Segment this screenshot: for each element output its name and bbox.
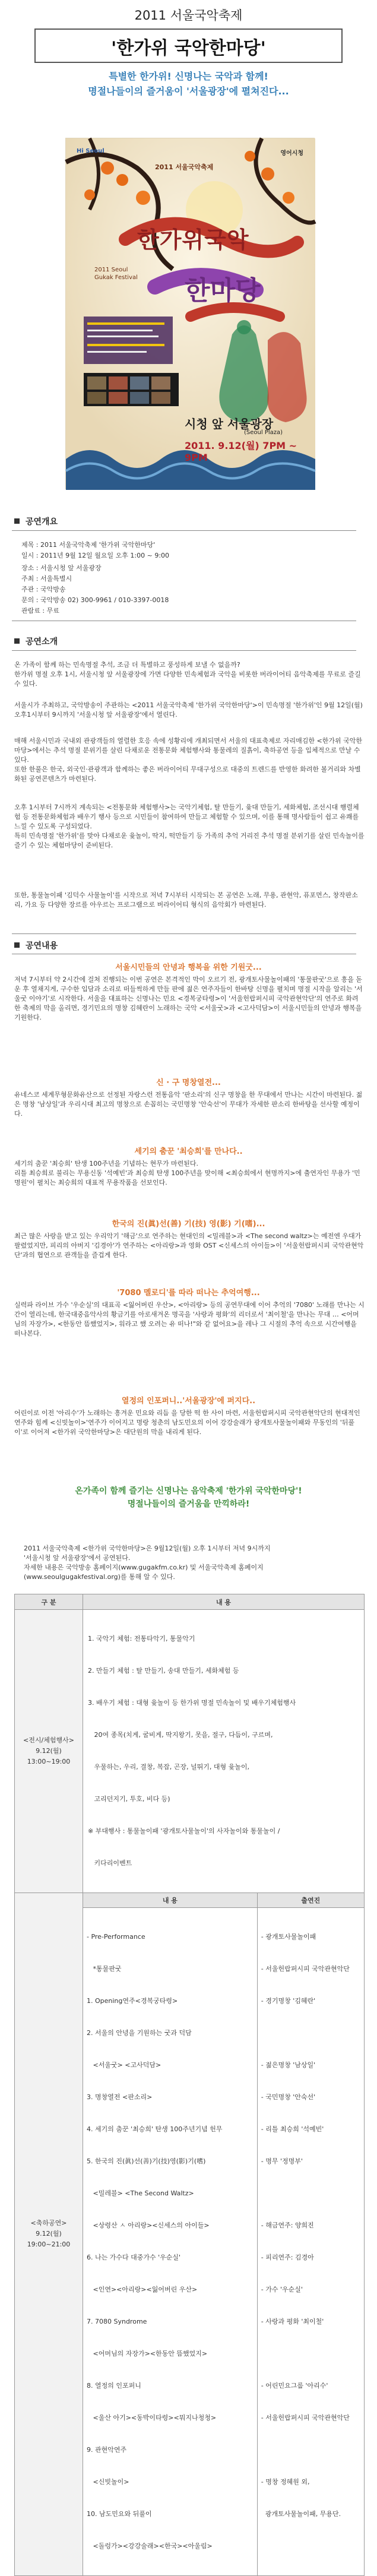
content-heading-text: 공연내용 <box>26 941 58 951</box>
poster-artwork <box>66 138 315 490</box>
program-item: <돌렁가><강강술래><한국><아울림> <box>87 2542 213 2550</box>
poster-top-label: 2011 서울국악축제 <box>155 163 214 171</box>
performer-item <box>261 2188 360 2199</box>
subtitle-1: 특별한 한가위! 신명나는 국악과 함께! <box>109 71 268 82</box>
square-bullet-icon <box>14 518 20 524</box>
content-block-body: 실력파 라이브 가수 '우순실'의 대표곡 <잃어버린 우산>, <아리랑> 등의 공연무대에 이어 추억의 '7080' 노래를 만나는 시간이 열리는데, 한국대중음악사의 황금기를 아로새겨온 명곡을 '사랑과 평화'의 리더로서 '최이철'을 만나는 무대 … <어머님의 자장가>, <한동안 뜸했었지>, 워라고 했 오려는 유 떠나!"와 같 없어요>을 레나 그 시절의 추억 속으로 시간여행을 떠나본다. <box>14 1301 365 1337</box>
category-label: <전시/체험행사> <box>23 1736 74 1744</box>
performer-item: - 사랑과 평화 '최이철' <box>261 2317 324 2325</box>
schedule-row1-items <box>83 1610 365 1893</box>
program-item: *통물판굿 <box>87 1964 122 1973</box>
performer-item: - 광개토사물놀이패 <box>261 1932 316 1941</box>
program-item: 8. 열정의 인포퍼니 <box>87 2381 141 2390</box>
poster-date: 2011. 9.12(월) 7PM ~ 9PM <box>185 440 297 463</box>
performer-item: - 리틀 최승희 '석예빈' <box>261 2125 324 2133</box>
intro-paragraph: 서울시가 주최하고, 국악방송이 주관하는 <2011 서울국악축제 '한가위 국악한마당'>이 민속명절 '한가위'인 9월 12일(월) 오후1시부터 9시까지 '서울시청 앞 서울광장'에서 열린다. <box>14 701 363 719</box>
content-block-body: 최근 많은 사랑을 받고 있는 우리악기 '해금'으로 연주하는 현대인의 <밀레블>과 <The second waltz>는 예전엔 우대가 팔렸었지만, 피리의 아버지 '김경아'가 연주하는 <아리랑>과 영화 OST <신세스의 아이들>이 '서울헌랍퍼시피 국악관현악단'과의 협연으로 관객들을 즐겁게 한다. <box>14 1232 364 1259</box>
schedule-row1-category <box>15 1610 83 1893</box>
category-time: 13:00~19:00 <box>27 1758 71 1765</box>
intro-paragraph: 매해 서울시민과 국내외 관광객들의 열렬한 호응 속에 성황리에 개최되면서 서울의 대표축제로 자리매김한 <한가위 국악한마당>에서는 추석 명절 분위기를 살린 다채로운 전통문화 체험행사와 통물레의 질흙이, 축하공연 등을 입체적으로 만날 수 있다. 또한 한풀은 한국, 외국인·관광객과 함께하는 좋은 버라이어티 무대구성으로 대중의 트렌드를 반영한 화려한 볼거리와 차별화된 공연콘텐츠가 마련된다. <box>14 737 362 783</box>
footer-note-line: '서울시청 앞 서울광장'에서 공연된다. <box>24 1554 131 1562</box>
closing-line-1: 온가족이 함께 즐기는 신명나는 음악축제 '한가위 국악한마당'! <box>75 1486 302 1496</box>
performer-list <box>257 1907 364 2575</box>
program-item: 6. 나는 가수다 대중가수 '우순실' <box>87 2253 181 2261</box>
content-block-body: 저녁 7시부터 약 2시간에 걸쳐 진행되는 이번 공연은 본격적인 막이 오르기 전, 광개토사물놀이패의 '통물판굿'으로 흥을 돋운 후 열채지게, 구수한 입담과 소리로 떠들썩하게 만들 판에 젊은 연주자들이 한바탕 신명을 펼치며 명절 시작을 알리는 '서울굿 이야기'로 시작한다. 서울을 대표하는 신명나는 민요 <경복궁타령>이 '서울헌랍퍼시피 국악관현악단'의 연주로 화려한 축제의 막을 올리면, 경기민요의 명창 김혜란이 노래하는 국악 <서울굿>과 <고사덕담>이 서울시민들의 안녕과 행복을 기원한다. <box>14 976 363 1021</box>
performer-item: - 젊은명창 '남상일' <box>261 2061 316 2069</box>
divider <box>12 650 356 651</box>
poster-venue: 시청 앞 서울광장 <box>185 417 274 431</box>
footer-note-line: 2011 서울국악축제 <한가위 국악한마당>은 9월12일(월) 오후 1시부터 저녁 9시까지 <box>24 1545 271 1552</box>
overview-heading-text: 공연개요 <box>26 517 58 527</box>
intro-heading <box>14 635 58 647</box>
program-item: <어머님의 자장가><한동안 뜸했었지> <box>87 2349 208 2357</box>
performer-item <box>261 2445 360 2455</box>
overview-item: 주최 : 서울특별시 <box>21 575 72 583</box>
content-block-title: 신 · 구 명창열전... <box>156 1078 221 1087</box>
performer-item <box>261 2028 360 2039</box>
performer-item: - 명창 정혜원 외, <box>261 2477 310 2486</box>
content-block-title: 열정의 인포퍼니..'서울광장'에 퍼지다.. <box>121 1397 256 1406</box>
program-item: 2. 서울의 안녕을 기원하는 굿과 덕담 <box>87 2028 192 2037</box>
poster-logo-left: Hi Seoul <box>77 148 104 154</box>
list-item: 1. 국악기 체험: 전통타악기, 통물악기 <box>88 1635 195 1643</box>
intro-paragraph: 온 가족이 함께 하는 민속명절 추석, 조금 더 특별하고 풍성하게 보낼 수 없을까? 한가위 명절 오후 1시, 서울시청 앞 서울광장에 가면 다양한 민속체험과 국악을 비롯한 버라이어티 음악축제를 무료로 즐길 수 있다. <box>14 661 361 688</box>
poster-venue-en: (Seoul Plaza) <box>244 429 283 436</box>
category-date: 9.12(월) <box>36 2230 62 2238</box>
list-item: ※ 부대행사 : 통물놀이패 '광개토사물놀이'의 사자놀이와 통물놀이 / <box>88 1827 280 1835</box>
program-item: <인연><아리랑><잃어버린 우산> <box>87 2285 198 2293</box>
overview-item: 주관 : 국악방송 <box>21 586 66 593</box>
inner-content-header: 내 용 <box>83 1893 257 1907</box>
intro-paragraph: 또한, 통물놀이패 '김덕수 사물놀이'를 시작으로 저녁 7시부터 시작되는 본 공연은 노래, 무용, 관현악, 퓨포먼스, 창작판소리, 가요 등 다양한 장르를 아우르는 프로그램으로 버라이어티 형식의 음악회가 마련된다. <box>14 891 358 909</box>
program-list <box>83 1907 257 2575</box>
divider <box>12 933 356 934</box>
closing-line-2: 명절나들이의 즐거움을 만끽하라! <box>127 1499 250 1509</box>
list-item: 2. 만들기 체험 : 탈 만들기, 송대 만들기, 세화체험 등 <box>88 1667 239 1675</box>
content-block-body: 세기의 춤꾼 '최승희' 탄생 100주년을 기념하는 현무가 마련된다. 리틀 최승희로 불리는 무용신동 '석예빈'과 최승희 탄생 100주년을 맞이해 <최승희에서 현명까지>에 출연자인 무용가 '민명원'이 펼치는 최승희의 대표적 무용작품을 선보인다. <box>14 1160 360 1186</box>
performer-item: - 경기명창 '김혜란' <box>261 1996 316 2005</box>
footer-note-line: (www.seoulgugakfestival.org)를 통해 알 수 있다. <box>24 1573 175 1581</box>
overview-item: 장소 : 서울시청 앞 서울광장 <box>21 564 102 572</box>
performer-item: - 명무 '정명부' <box>261 2157 303 2165</box>
performer-item: - 해금연주: 양희진 <box>261 2221 314 2229</box>
inner-performer-header: 출연진 <box>257 1893 364 1907</box>
divider <box>12 530 356 531</box>
overview-item: 문의 : 국악방송 02) 300-9961 / 010-3397-0018 <box>21 596 169 604</box>
program-item: <상령산 ㅅ 아리랑><신세스의 아이들> <box>87 2221 210 2229</box>
overview-item: 일시 : 2011년 9월 12일 월요일 오후 1:00 ~ 9:00 <box>21 552 170 559</box>
list-item: 키다리이벤트 <box>88 1859 132 1867</box>
content-block-body: 유네스코 세계무형문화유산으로 선정된 자랑스런 전통음악 '판소리'의 신구 명창을 한 무대에서 만나는 시간이 마련된다. 젊은 명창 '남상일'과 우리시대 최고의 명창으로 손꼽히는 국민명창 '안숙선'이 무대가 자세한 판소리 한바탕을 선사할 예정이다. <box>14 1091 363 1118</box>
program-item: <서울굿> <고사덕담> <box>87 2061 161 2069</box>
poster-title-line2: 한마당 <box>185 276 261 306</box>
program-item: <밀레블> <The Second Waltz> <box>87 2189 194 2197</box>
program-item: 9. 관현악연주 <box>87 2445 127 2454</box>
footer-note-line: 자세한 내용은 국악방송 홈페이지(www.gugakfm.co.kr) 및 서울국악축제 홈페이지 <box>24 1564 264 1571</box>
performer-item: 광개토사물놀이패, 무용단. <box>261 2509 341 2518</box>
col-category-header: 구 분 <box>15 1594 83 1610</box>
schedule-row2-category <box>15 1893 83 2576</box>
intro-heading-text: 공연소개 <box>26 637 58 647</box>
col-content-header: 내 용 <box>83 1594 365 1610</box>
program-item: 10. 남도민요와 뒤풀이 <box>87 2509 152 2518</box>
program-item: 5. 한국의 진(眞)선(善)기(技)영(影)기(嗜) <box>87 2157 206 2165</box>
intro-paragraph: 오후 1시부터 7시까지 계속되는 <전통문화 체험행사>는 국악기체험, 탈 만들기, 윷대 만들기, 세화체험, 조선시대 행렬체험 등 전통문화체험과 배우기 행사 등으로 시민들이 참여하여 만들고 체험할 수 있으며, 이를 통해 명사람들이 쉽고 유쾌를 느낄 수 있도록 구성되었다. 특히 민속명절 '한가위'를 맞아 다채로운 윷놀이, 딱지, 떡만들기 등 가족의 추억 거리진 추석 명절 분위기를 살린 민속놀이를 즐기 수 있는 체험마당이 준비된다. <box>14 803 365 849</box>
festival-year-line: 2011 서울국악축제 <box>134 8 243 23</box>
schedule-table <box>14 1594 365 2576</box>
list-item: 3. 배우기 체험 : 대형 윷놀이 등 한가위 명절 민속놀이 및 배우기체험행사 <box>88 1699 296 1707</box>
square-bullet-icon <box>14 638 20 644</box>
list-item: 20여 종목(치게, 굴비게, 딱지왕기, 못을, 절구, 다듬이, 구르며, <box>88 1731 273 1739</box>
content-block-body: 어린이로 이전 '아리수'가 노래하는 흥겨운 민요와 리듬 을 당한 떡 한 사이 마련, 서울헌랍퍼시피 국악관현악단의 현대적인 연주와 힘께 <신빗놀이>'연주가 이어지고 명랑 청춘의 남도민요의 이어 강강술래가 광개토사물놀이패와 무동인의 '뒤풀이'로 이어져 <한가위 국악한마당>은 대단원의 막을 내리게 된다. <box>14 1409 360 1436</box>
performer-item: - 서울헌랍퍼시피 국악관현악단 <box>261 1964 350 1973</box>
overview-item: 관람료 : 무료 <box>21 607 59 615</box>
category-time: 19:00~21:00 <box>27 2240 71 2249</box>
program-item: 1. Opening연주<경복궁타령> <box>87 1996 178 2005</box>
content-block-title: 서울시민들의 안녕과 행복을 위한 기원굿... <box>115 963 262 972</box>
content-heading <box>14 939 58 951</box>
page-title: '한가위 국악한마당' <box>111 38 266 59</box>
program-item: <신빗놀이> <box>87 2477 129 2486</box>
content-block-title: '7080 멜로디'를 따라 떠나는 추억여행... <box>117 1289 260 1298</box>
performer-item: - 피리연주: 김경아 <box>261 2253 314 2261</box>
performer-item: - 어린민요그룹 '아리수' <box>261 2381 328 2390</box>
list-item: 우물하는, 우리, 결창, 복잡, 곤장, 널뛰기, 대형 윷놀이, <box>88 1763 249 1771</box>
festival-poster <box>65 138 315 489</box>
category-label: <축하공연> <box>30 2219 67 2227</box>
list-item: 고리던지기, 투호, 비다 등) <box>88 1795 170 1803</box>
subtitle-2: 명절나들이의 즐거움이 '서울광장'에 펼쳐진다... <box>88 86 289 97</box>
program-item: 3. 명창열전 <판소리> <box>87 2093 153 2101</box>
square-bullet-icon <box>14 942 20 948</box>
category-date: 9.12(월) <box>36 1747 62 1755</box>
performer-item <box>261 2349 360 2359</box>
performer-item: - 서울헌랍퍼시피 국악관현악단 <box>261 2413 350 2422</box>
content-block-title: 한국의 진(眞)선(善) 기(技) 영(影) 기(嗜)... <box>112 1220 265 1229</box>
performer-item: - 가수 '우순실' <box>261 2285 303 2293</box>
content-block-title: 세기의 춤꾼 '최승희'를 만나다.. <box>134 1147 243 1156</box>
program-item: <울산 아기><동박이타령><뭐지나청청> <box>87 2413 217 2422</box>
schedule-row2-detail <box>83 1893 365 2576</box>
program-item: 4. 세기의 춤꾼 '최승희' 탄생 100주년기념 헌무 <box>87 2125 223 2133</box>
poster-logo-right: 영어시청 <box>280 150 303 157</box>
poster-en-label: 2011 Seoul Gukak Festival <box>94 267 138 281</box>
poster-title-line1: 한가위국악 <box>137 226 249 253</box>
program-item: 7. 7080 Syndrome <box>87 2317 147 2325</box>
program-item: - Pre-Performance <box>87 1932 145 1941</box>
performer-item: - 국민명창 '안숙선' <box>261 2093 316 2101</box>
overview-item: 제목 : 2011 서울국악축제 '한가위 국악한마당' <box>21 541 156 549</box>
overview-heading <box>14 515 58 527</box>
